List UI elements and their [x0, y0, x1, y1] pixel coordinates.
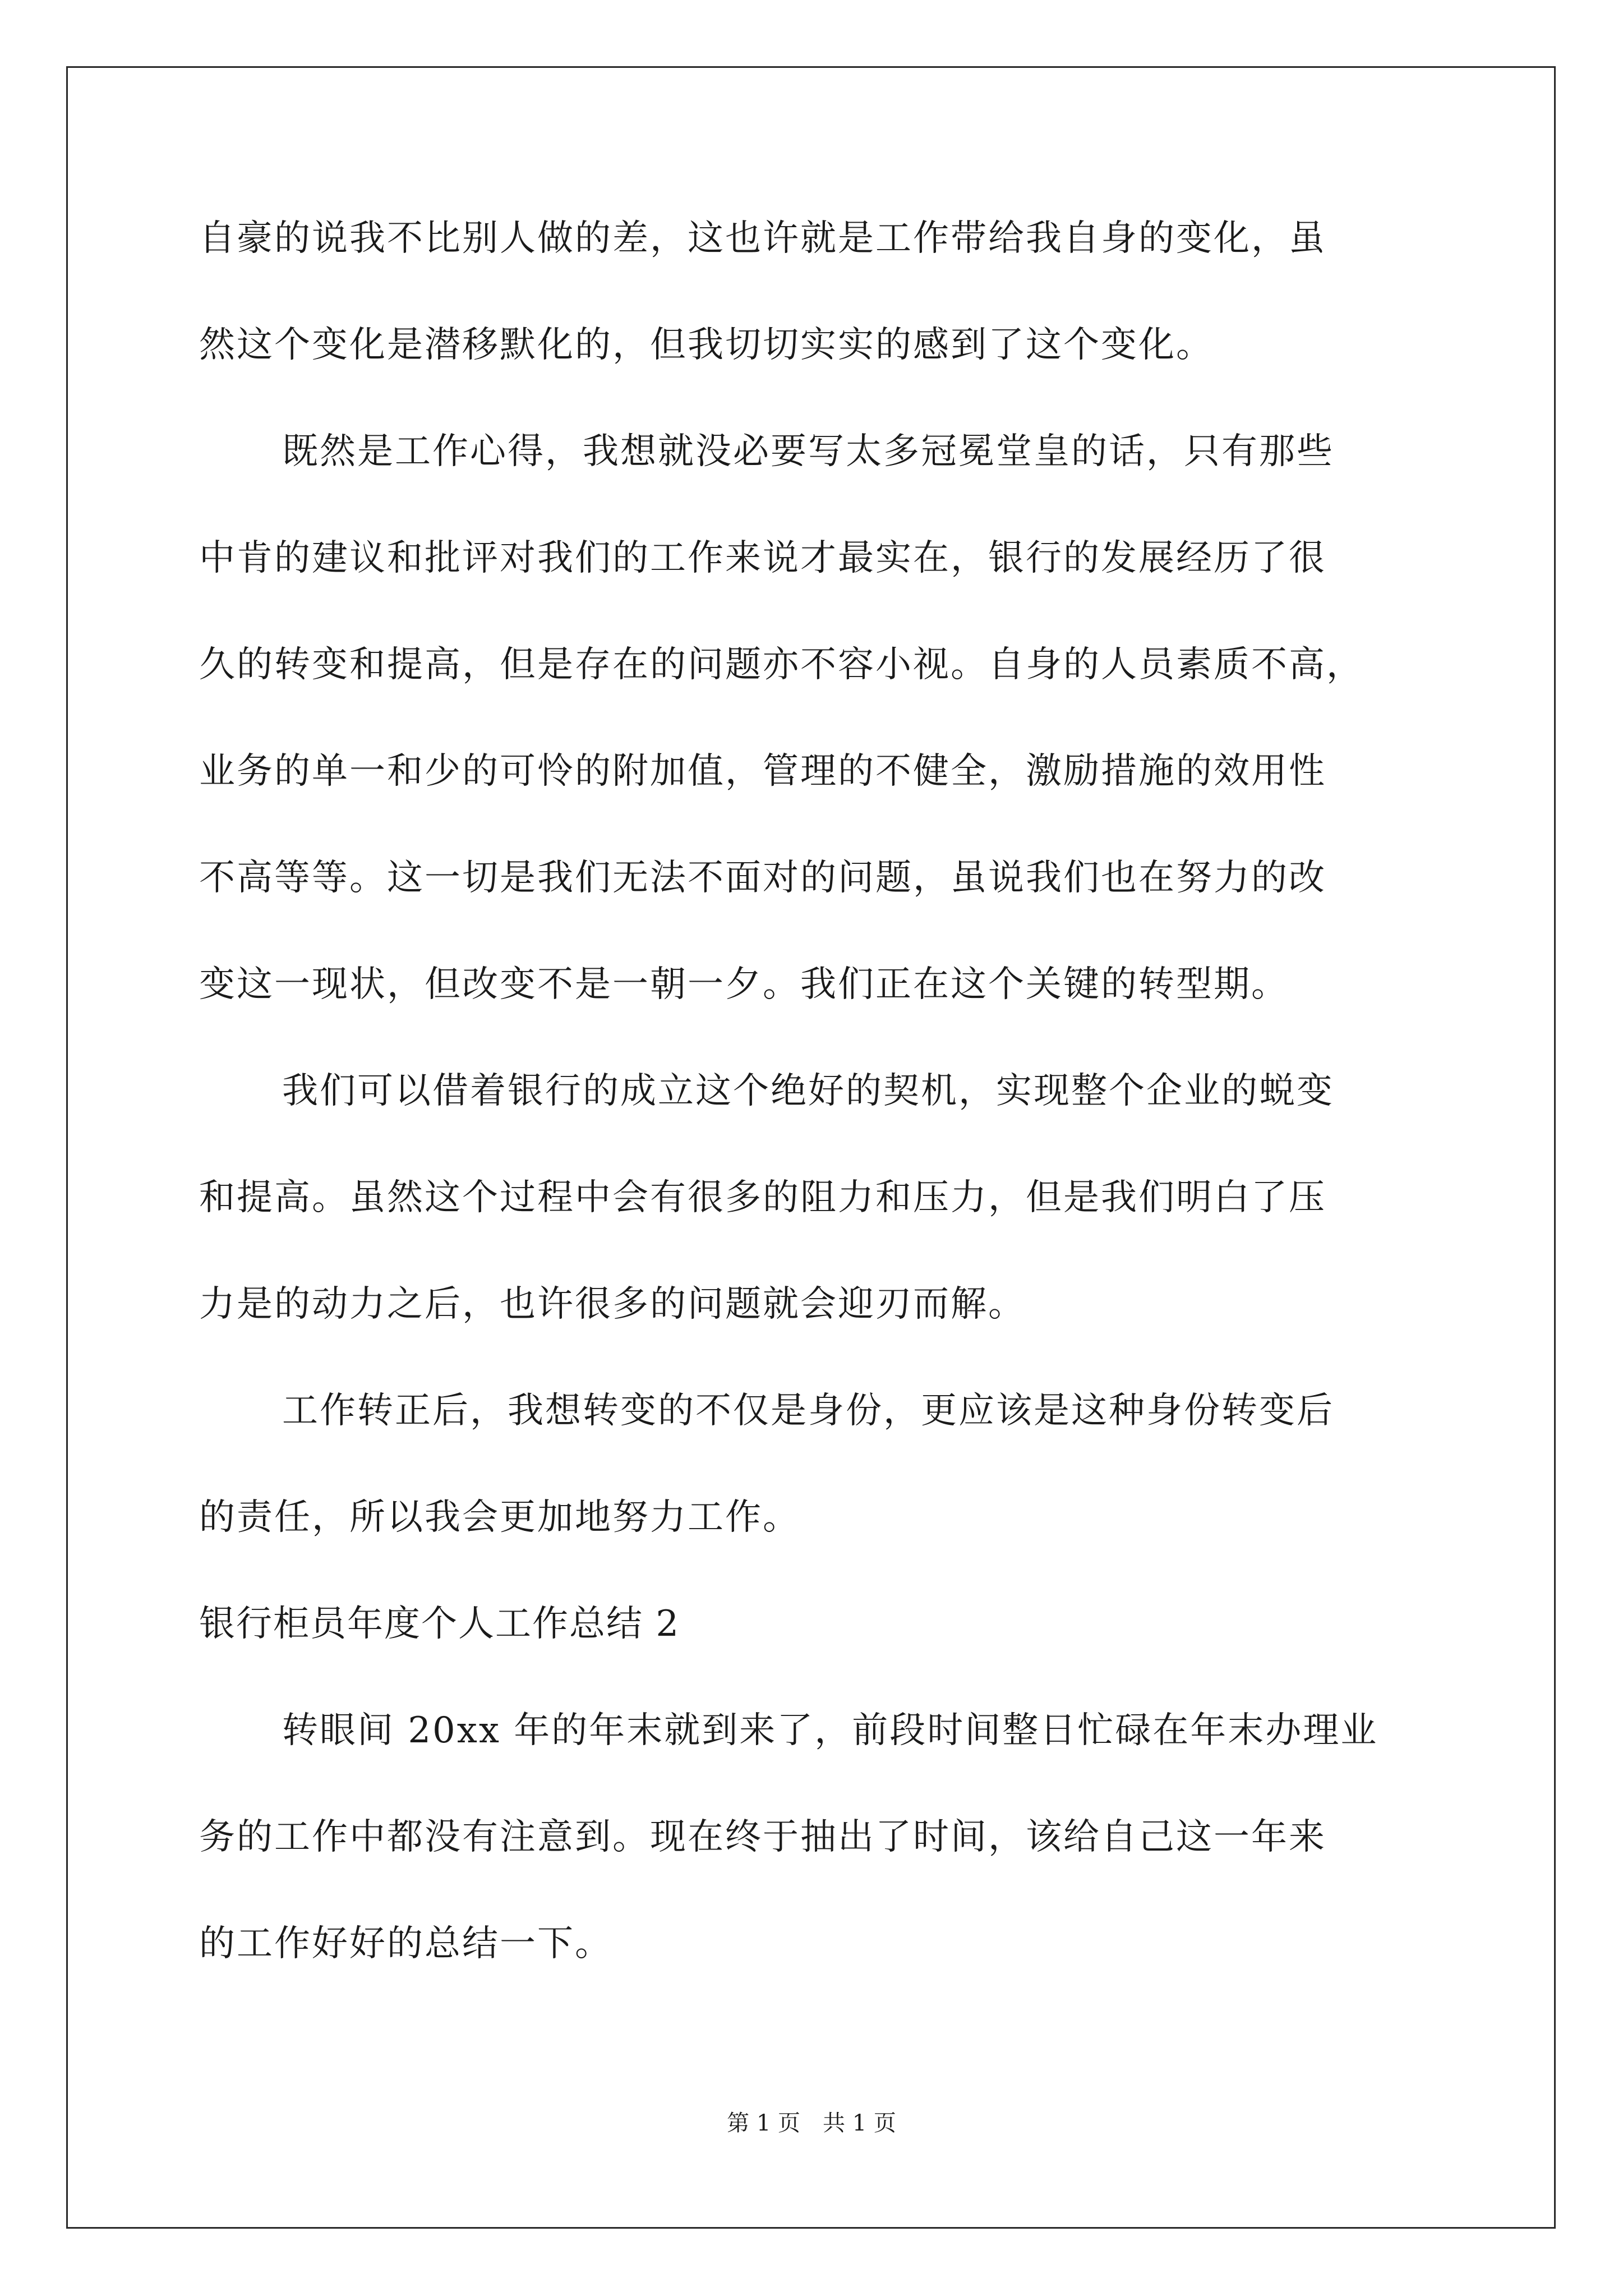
paragraph-start-line: 既然是工作心得，我想就没必要写太多冠冕堂皇的话，只有那些: [282, 431, 1334, 472]
body-text-line: 然这个变化是潜移默化的，但我切切实实的感到了这个变化。: [199, 324, 1214, 366]
page-number-footer: 第 1 页 共 1 页: [727, 2110, 896, 2136]
paragraph-start-line: 工作转正后，我想转变的不仅是身份，更应该是这种身份转变后: [282, 1390, 1334, 1432]
section-heading: 银行柜员年度个人工作总结 2: [199, 1603, 680, 1645]
body-text-line: 的责任，所以我会更加地努力工作。: [199, 1497, 800, 1538]
paragraph-start-line: 转眼间 20xx 年的年末就到来了，前段时间整日忙碌在年末办理业: [282, 1710, 1378, 1751]
body-text-line: 久的转变和提高，但是存在的问题亦不容小视。自身的人员素质不高，: [199, 644, 1364, 685]
body-text-line: 的工作好好的总结一下。: [199, 1923, 612, 1964]
body-text-line: 业务的单一和少的可怜的附加值，管理的不健全，激励措施的效用性: [199, 751, 1326, 792]
page-border: [66, 66, 1556, 2229]
body-text-line: 自豪的说我不比别人做的差，这也许就是工作带给我自身的变化，虽: [199, 218, 1326, 259]
body-text-line: 中肯的建议和批评对我们的工作来说才最实在，银行的发展经历了很: [199, 537, 1326, 579]
body-text-line: 力是的动力之后，也许很多的问题就会迎刃而解。: [199, 1283, 1026, 1325]
body-text-line: 务的工作中都没有注意到。现在终于抽出了时间，该给自己这一年来: [199, 1816, 1326, 1858]
body-text-line: 不高等等。这一切是我们无法不面对的问题，虽说我们也在努力的改: [199, 857, 1326, 899]
body-text-line: 和提高。虽然这个过程中会有很多的阻力和压力，但是我们明白了压: [199, 1177, 1326, 1218]
paragraph-start-line: 我们可以借着银行的成立这个绝好的契机，实现整个企业的蜕变: [282, 1070, 1334, 1112]
body-text-line: 变这一现状，但改变不是一朝一夕。我们正在这个关键的转型期。: [199, 964, 1289, 1005]
